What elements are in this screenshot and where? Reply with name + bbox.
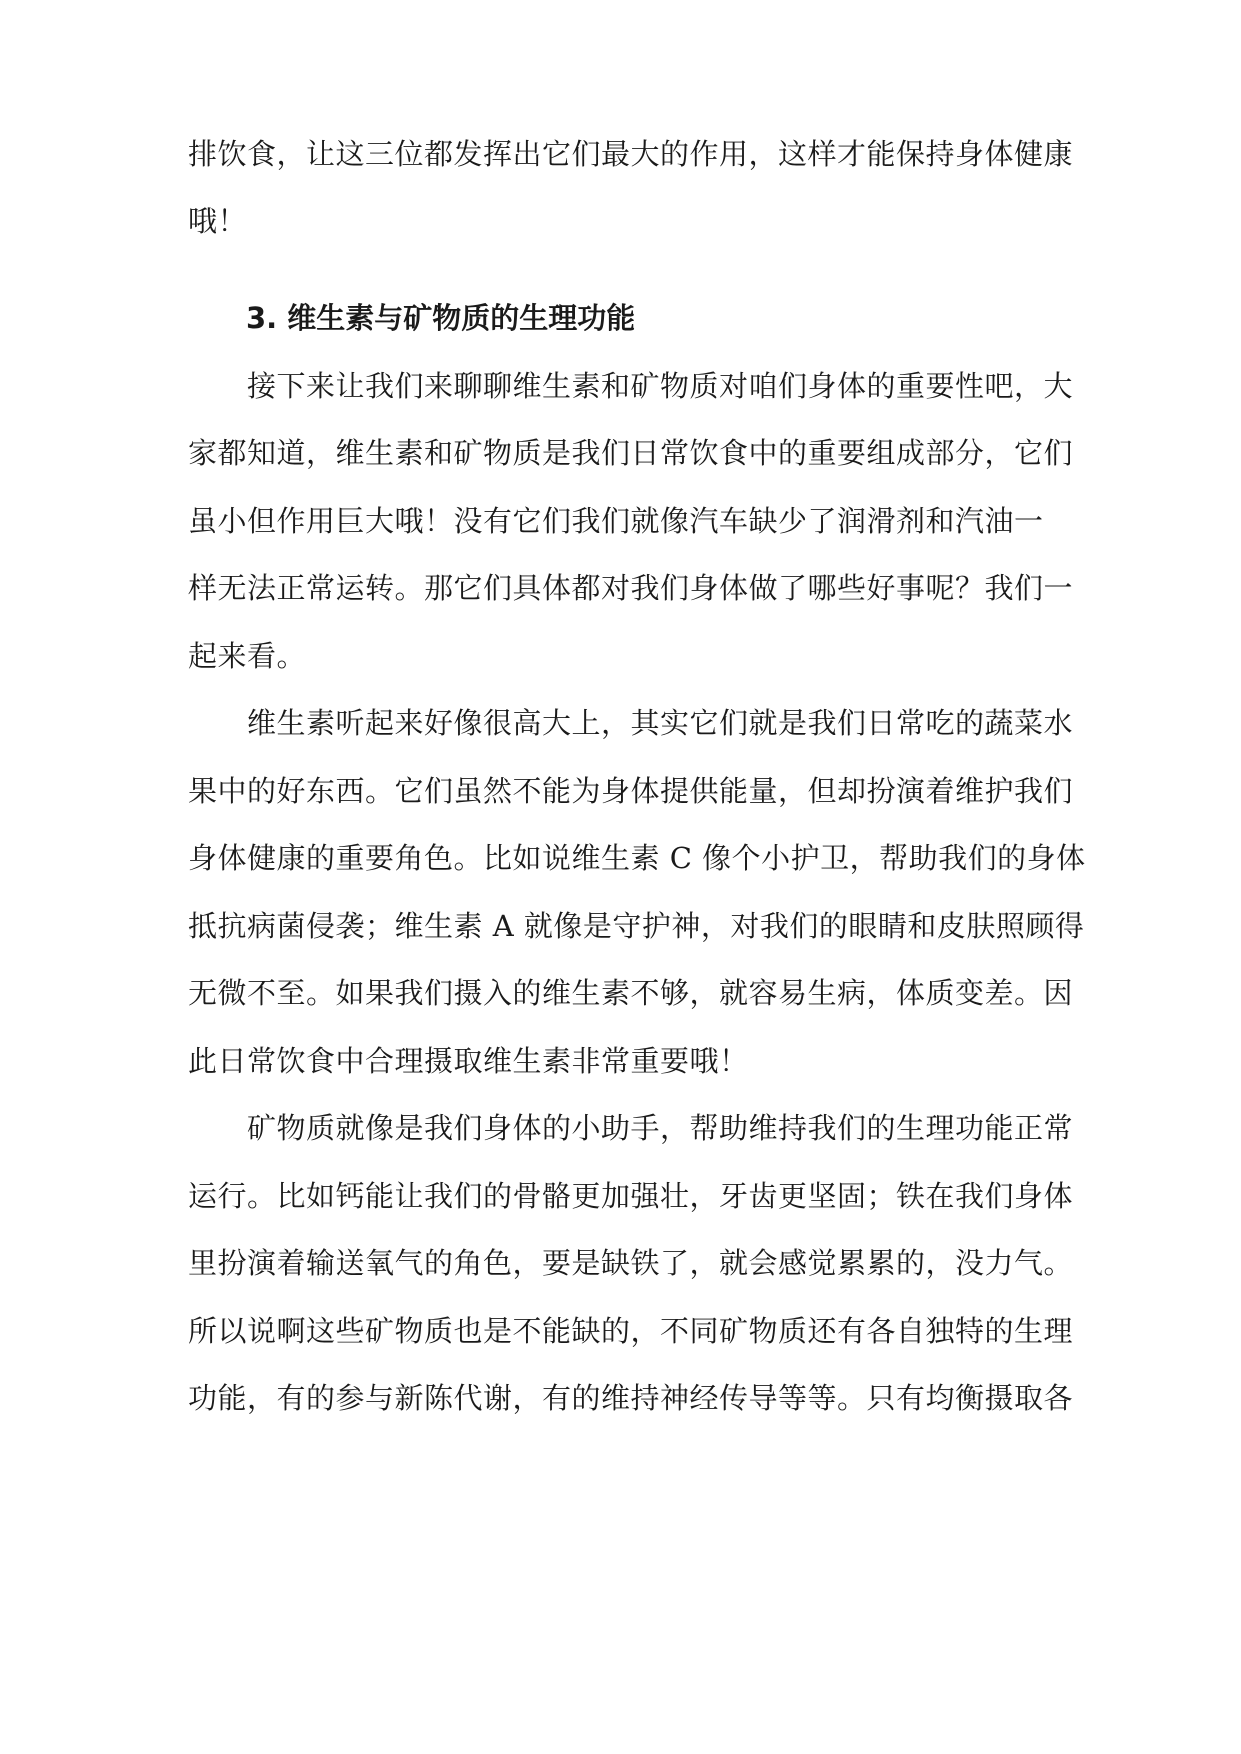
text-line: 起来看。 (188, 639, 307, 673)
text-line: 家都知道，维生素和矿物质是我们日常饮食中的重要组成部分，它们 (188, 436, 1074, 470)
text-line: 抵抗病菌侵袭；维生素 A 就像是守护神，对我们的眼睛和皮肤照顾得 (188, 909, 1085, 943)
text-line: 样无法正常运转。那它们具体都对我们身体做了哪些好事呢？我们一 (188, 571, 1074, 605)
text-line: 身体健康的重要角色。比如说维生素 C 像个小护卫，帮助我们的身体 (188, 841, 1086, 875)
text-line: 此日常饮食中合理摄取维生素非常重要哦！ (188, 1044, 749, 1078)
text-line: 所以说啊这些矿物质也是不能缺的，不同矿物质还有各自独特的生理 (188, 1314, 1074, 1348)
text-line: 维生素听起来好像很高大上，其实它们就是我们日常吃的蔬菜水 (188, 706, 1074, 740)
text-line: 里扮演着输送氧气的角色，要是缺铁了，就会感觉累累的，没力气。 (188, 1246, 1074, 1280)
text-line: 接下来让我们来聊聊维生素和矿物质对咱们身体的重要性吧，大 (188, 369, 1074, 403)
section-heading: 3. 维生素与矿物质的生理功能 (246, 301, 636, 335)
text-line: 哦！ (188, 204, 248, 238)
text-line: 果中的好东西。它们虽然不能为身体提供能量，但却扮演着维护我们 (188, 774, 1074, 808)
text-line: 功能，有的参与新陈代谢，有的维持神经传导等等。只有均衡摄取各 (188, 1381, 1074, 1415)
text-line: 无微不至。如果我们摄入的维生素不够，就容易生病，体质变差。因 (188, 976, 1074, 1010)
text-line: 矿物质就像是我们身体的小助手，帮助维持我们的生理功能正常 (188, 1111, 1074, 1145)
text-line: 排饮食，让这三位都发挥出它们最大的作用，这样才能保持身体健康 (188, 137, 1074, 171)
text-line: 运行。比如钙能让我们的骨骼更加强壮，牙齿更坚固；铁在我们身体 (188, 1179, 1074, 1213)
text-line: 虽小但作用巨大哦！没有它们我们就像汽车缺少了润滑剂和汽油一 (188, 504, 1044, 538)
